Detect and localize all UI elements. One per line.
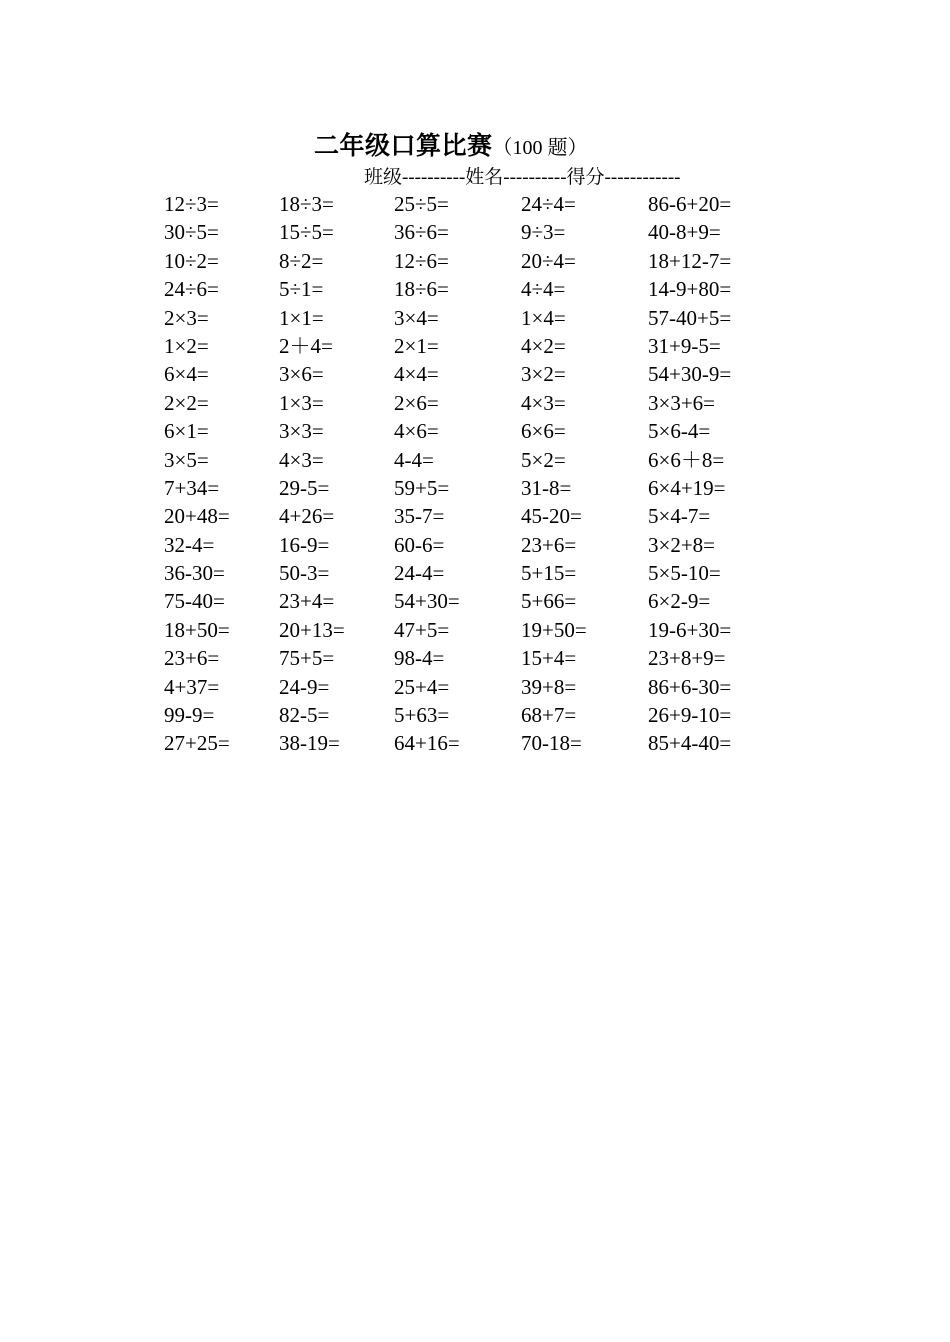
math-problem: 24-4= [394,561,445,586]
worksheet-title: 二年级口算比赛 [314,133,493,160]
math-problem: 99-9= [164,703,215,728]
math-problem: 50-3= [279,561,330,586]
math-problem: 20+13= [279,617,345,642]
math-problem: 38-19= [279,731,340,756]
math-problem: 98-4= [394,646,445,671]
math-problem: 12÷3= [164,192,219,216]
problem-row [164,275,784,303]
math-problem: 39+8= [521,674,577,699]
problem-row [164,446,784,474]
math-problem: 45-20= [521,504,582,529]
math-problem: 75+5= [279,646,335,671]
math-problem: 5÷1= [279,277,324,302]
math-problem: 5×6-4= [648,419,711,444]
problem-row [164,304,784,332]
math-problem: 12÷6= [394,248,449,273]
math-problem: 6×6＋8= [648,447,725,472]
problem-grid [164,190,784,758]
math-problem: 19+50= [521,617,587,642]
math-problem: 3×3= [279,419,324,444]
problem-row [164,701,784,729]
math-problem: 29-5= [279,475,330,500]
math-problem: 3×5= [164,447,209,472]
problem-row [164,218,784,246]
math-problem: 36-30= [164,561,225,586]
problem-row [164,389,784,417]
math-problem: 85+4-40= [648,731,732,756]
math-problem: 5×5-10= [648,561,721,586]
math-problem: 4×6= [394,419,439,444]
math-problem: 75-40= [164,589,225,614]
math-problem: 86+6-30= [648,674,732,699]
math-problem: 82-5= [279,703,330,728]
math-problem: 7+34= [164,475,220,500]
math-problem: 3×3+6= [648,390,716,415]
math-problem: 30÷5= [164,220,219,245]
math-problem: 5×2= [521,447,566,472]
student-info-line: 班级----------姓名----------得分------------ [364,167,681,188]
problem-row [164,531,784,559]
problem-row [164,729,784,757]
math-problem: 32-4= [164,532,215,557]
math-problem: 14-9+80= [648,277,732,302]
math-problem: 1×2= [164,333,209,358]
problem-row [164,247,784,275]
math-problem: 24-9= [279,674,330,699]
problem-row [164,673,784,701]
math-problem: 9÷3= [521,220,566,245]
math-problem: 36÷6= [394,220,449,245]
problem-row [164,559,784,587]
math-problem: 3×6= [279,362,324,387]
math-problem: 6×2-9= [648,589,711,614]
math-problem: 19-6+30= [648,617,732,642]
math-problem: 57-40+5= [648,305,732,330]
math-problem: 1×3= [279,390,324,415]
math-problem: 5+15= [521,561,577,586]
math-problem: 4×3= [279,447,324,472]
math-problem: 5+66= [521,589,577,614]
math-problem: 23+8+9= [648,646,726,671]
math-problem: 60-6= [394,532,445,557]
math-problem: 64+16= [394,731,460,756]
math-problem: 18÷6= [394,277,449,302]
math-problem: 54+30= [394,589,460,614]
math-problem: 23+6= [521,532,577,557]
math-problem: 2×6= [394,390,439,415]
math-problem: 47+5= [394,617,450,642]
math-problem: 70-18= [521,731,582,756]
math-problem: 23+4= [279,589,335,614]
math-problem: 3×2= [521,362,566,387]
math-problem: 8÷2= [279,248,324,273]
problem-row [164,644,784,672]
math-problem: 18+50= [164,617,230,642]
problem-row [164,417,784,445]
problem-row [164,616,784,644]
math-problem: 25÷5= [394,192,449,216]
math-problem: 6×6= [521,419,566,444]
math-problem: 24÷4= [521,192,576,216]
math-problem: 20÷4= [521,248,576,273]
math-problem: 6×4+19= [648,475,726,500]
math-problem: 2＋4= [279,333,333,358]
worksheet-title-line [314,126,588,162]
math-problem: 4+37= [164,674,220,699]
math-problem: 2×3= [164,305,209,330]
math-problem: 24÷6= [164,277,219,302]
math-problem: 4×3= [521,390,566,415]
problem-row [164,502,784,530]
math-problem: 86-6+20= [648,192,732,216]
math-problem: 18+12-7= [648,248,732,273]
math-problem: 26+9-10= [648,703,732,728]
math-problem: 4÷4= [521,277,566,302]
math-problem: 15+4= [521,646,577,671]
math-problem: 31-8= [521,475,572,500]
math-problem: 40-8+9= [648,220,721,245]
question-count: （100 题） [492,137,588,159]
math-problem: 6×4= [164,362,209,387]
problem-row [164,474,784,502]
math-problem: 3×2+8= [648,532,716,557]
math-problem: 3×4= [394,305,439,330]
math-problem: 4+26= [279,504,335,529]
math-problem: 1×4= [521,305,566,330]
math-problem: 20+48= [164,504,230,529]
math-problem: 68+7= [521,703,577,728]
problem-row [164,332,784,360]
math-problem: 54+30-9= [648,362,732,387]
problem-row [164,360,784,388]
math-problem: 5×4-7= [648,504,711,529]
math-problem: 4×2= [521,333,566,358]
math-problem: 18÷3= [279,192,334,216]
math-problem: 10÷2= [164,248,219,273]
math-problem: 1×1= [279,305,324,330]
math-problem: 5+63= [394,703,450,728]
math-problem: 35-7= [394,504,445,529]
math-problem: 25+4= [394,674,450,699]
math-problem: 15÷5= [279,220,334,245]
math-problem: 2×2= [164,390,209,415]
math-problem: 4-4= [394,447,434,472]
problem-row [164,190,784,218]
math-problem: 16-9= [279,532,330,557]
math-problem: 23+6= [164,646,220,671]
problem-row [164,587,784,615]
math-problem: 27+25= [164,731,230,756]
math-problem: 2×1= [394,333,439,358]
math-problem: 59+5= [394,475,450,500]
math-problem: 31+9-5= [648,333,721,358]
math-problem: 6×1= [164,419,209,444]
math-problem: 4×4= [394,362,439,387]
